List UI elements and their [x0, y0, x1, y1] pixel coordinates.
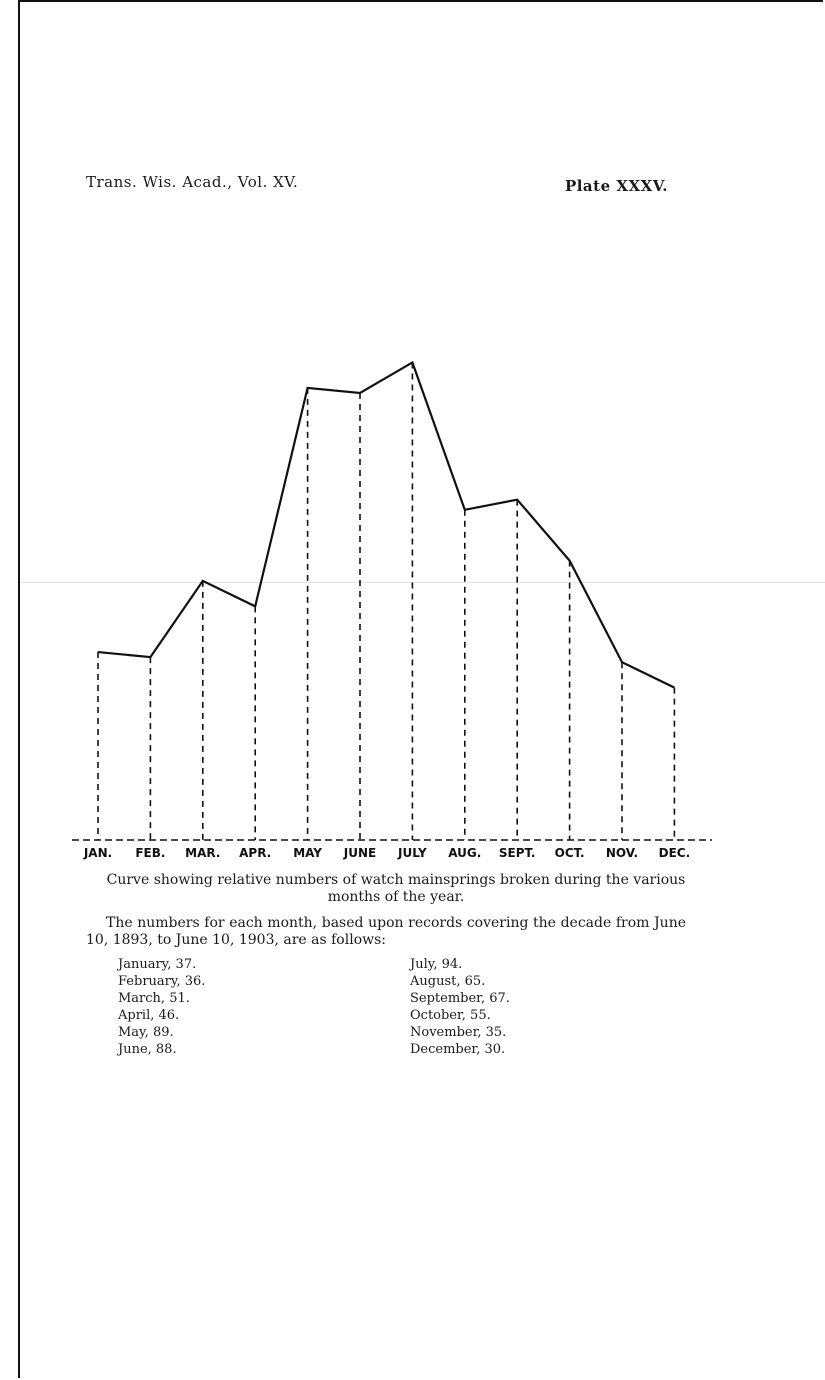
x-tick-label: SEPT. — [498, 846, 536, 860]
data-list-item: December, 30. — [410, 1042, 506, 1057]
data-list-item: March, 51. — [118, 991, 190, 1006]
data-list-item: July, 94. — [410, 957, 463, 972]
x-tick-label: NOV. — [605, 846, 639, 860]
data-list-item: August, 65. — [410, 974, 486, 989]
drop-lines — [98, 362, 674, 840]
x-tick-labels — [83, 846, 690, 860]
data-list-left — [118, 956, 205, 1058]
data-list-item: June, 88. — [118, 1042, 177, 1057]
plate-number: Plate XXXV. — [564, 177, 668, 195]
data-list-item: May, 89. — [118, 1025, 174, 1040]
data-list-item: October, 55. — [410, 1008, 491, 1023]
x-tick-label: DEC. — [658, 846, 691, 860]
x-tick-label: APR. — [239, 846, 272, 860]
chart-caption: Curve showing relative numbers of watch mainsprings broken during the various months of the year. — [106, 872, 686, 905]
intro-paragraph: The numbers for each month, based upon records covering the decade from June 10, 1893, to June 10, 1903, are as follows: — [86, 915, 686, 948]
x-tick-label: JAN. — [83, 846, 113, 860]
x-tick-label: JUNE — [343, 846, 377, 860]
x-tick-label: OCT. — [554, 846, 585, 860]
data-list-item: November, 35. — [410, 1025, 507, 1040]
data-list-right — [410, 956, 510, 1058]
data-list-item: February, 36. — [118, 974, 206, 989]
x-tick-label: MAY — [293, 846, 322, 860]
x-tick-label: FEB. — [135, 846, 166, 860]
data-list-item: April, 46. — [118, 1008, 180, 1023]
data-line — [98, 362, 674, 687]
x-tick-label: AUG. — [448, 846, 482, 860]
x-tick-label: MAR. — [185, 846, 221, 860]
x-tick-label: JULY — [398, 846, 427, 860]
data-list-item: January, 37. — [118, 957, 197, 972]
data-list-item: September, 67. — [410, 991, 510, 1006]
journal-reference: Trans. Wis. Acad., Vol. XV. — [86, 173, 299, 191]
